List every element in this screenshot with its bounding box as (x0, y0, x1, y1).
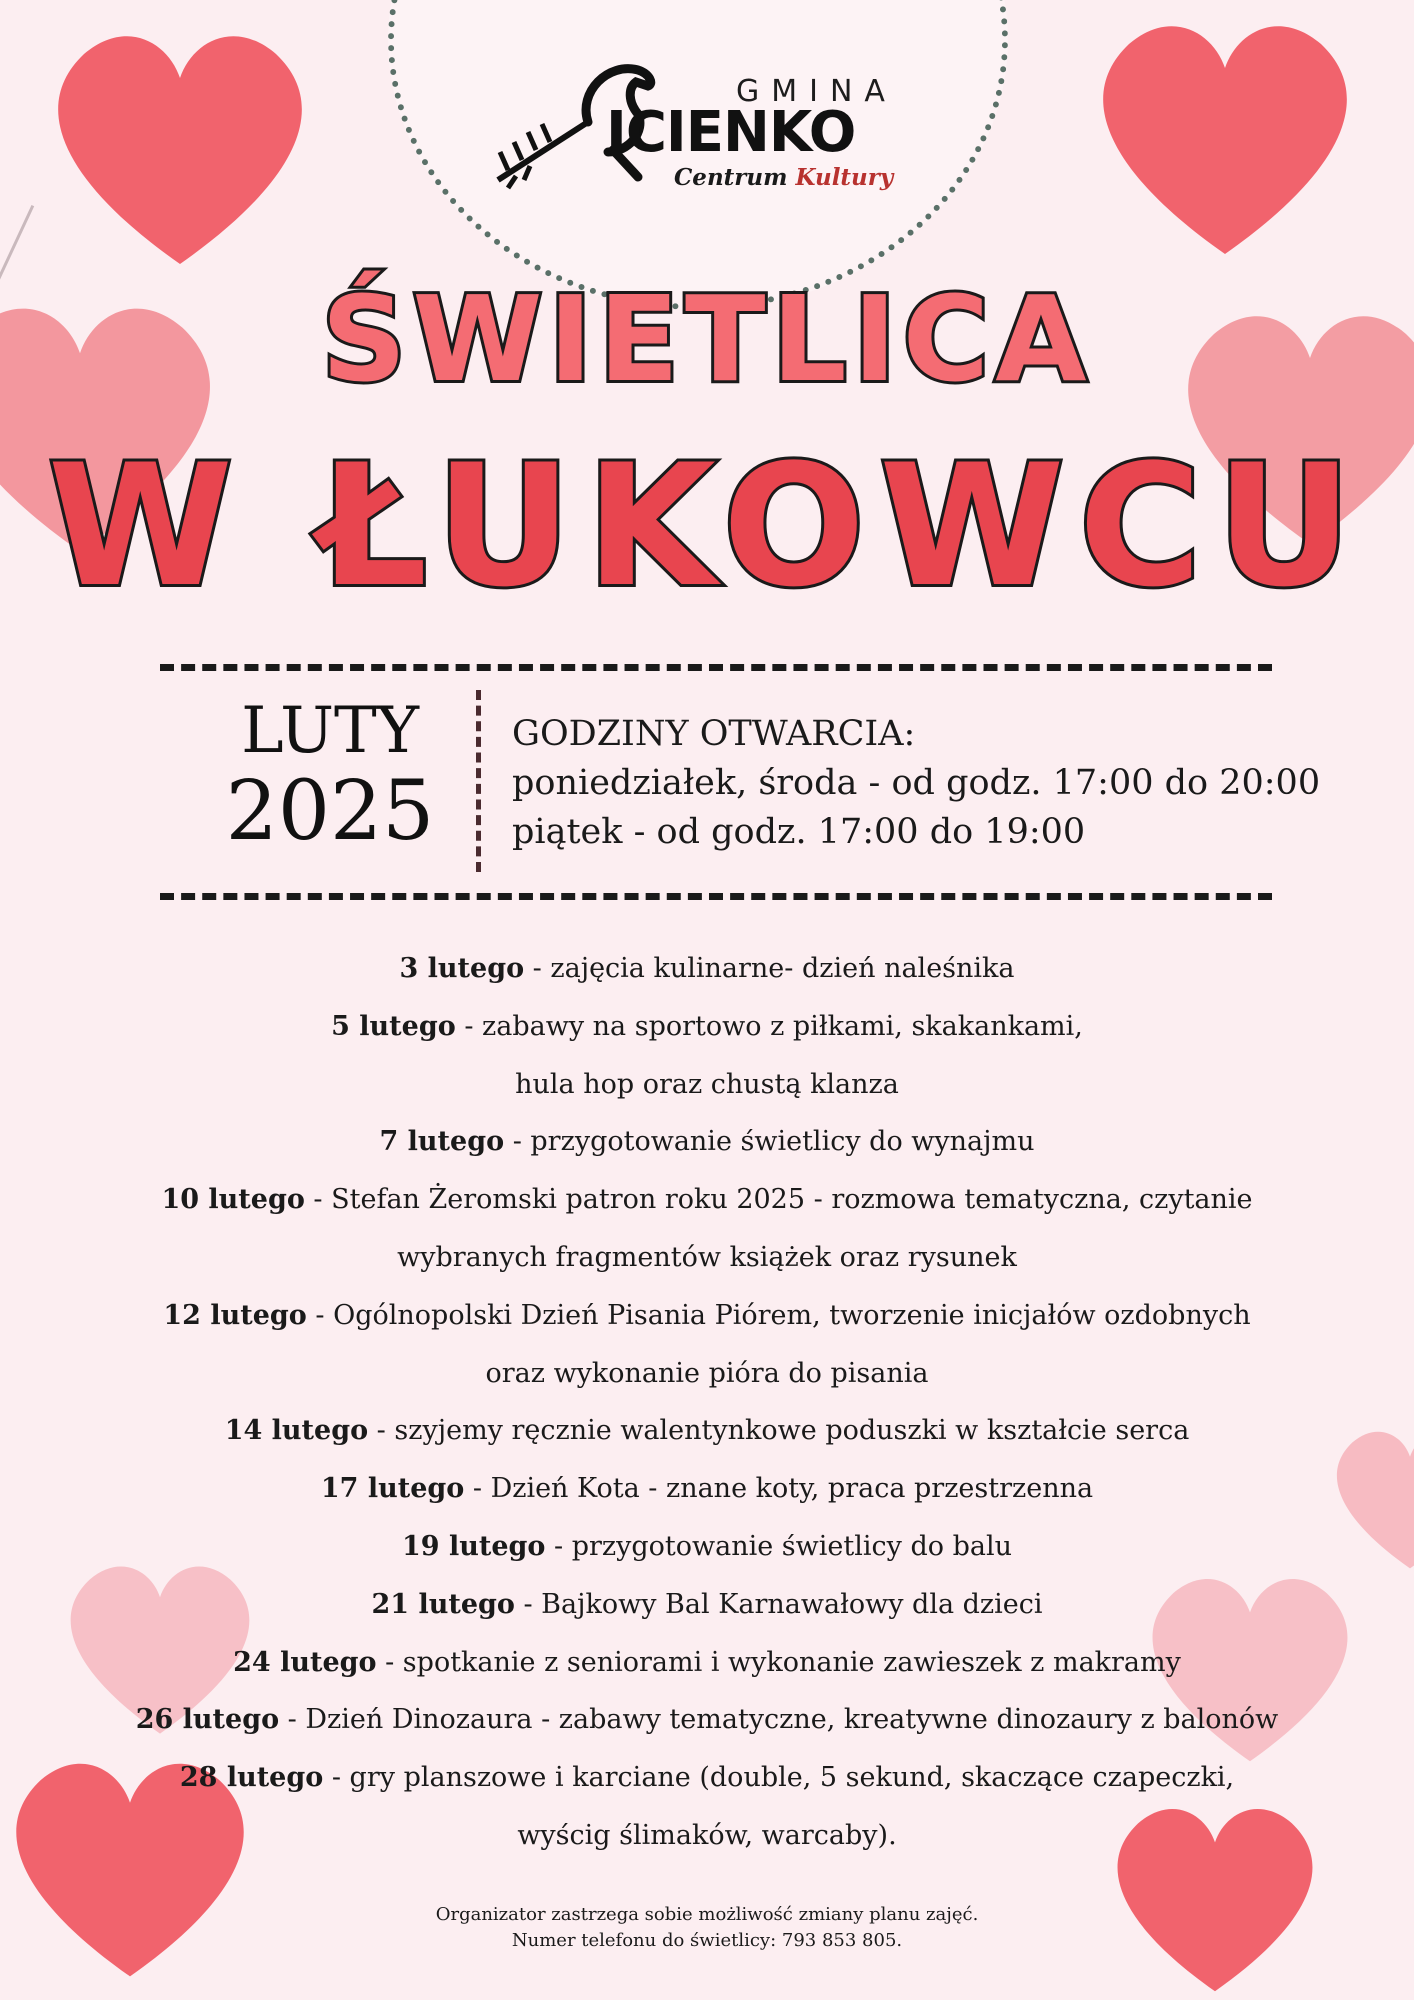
period (205, 696, 455, 858)
footer-line-1: Organizator zastrzega sobie możliwość zmiany planu zajęć. (435, 1904, 979, 1925)
schedule-item (100, 1402, 1314, 1460)
schedule-text: - Bajkowy Bal Karnawałowy dla dzieci (514, 1588, 1043, 1620)
hours-heading: GODZINY OTWARCIA: (512, 714, 916, 754)
schedule-item (100, 998, 1314, 1056)
schedule-item (100, 1634, 1314, 1692)
schedule-text: - zajęcia kulinarne- dzień naleśnika (524, 953, 1015, 984)
divider-top (160, 664, 1272, 671)
schedule-text: - gry planszowe i karciane (double, 5 sekund, skaczące czapeczki, (323, 1762, 1235, 1794)
schedule-date: 24 lutego (233, 1646, 377, 1678)
heart-balloon-icon (1060, 0, 1390, 290)
schedule-item (100, 1460, 1314, 1518)
schedule-date: 10 lutego (161, 1184, 305, 1216)
schedule-date: 7 lutego (379, 1126, 505, 1158)
footer-line-2: Numer telefonu do świetlicy: 793 853 805. (511, 1930, 903, 1951)
schedule-item (100, 940, 1314, 998)
schedule-text: - Stefan Żeromski patron roku 2025 - rozmowa tematyczna, czytanie (304, 1184, 1253, 1216)
schedule-text: - Dzień Dinozaura - zabawy tematyczne, kreatywne dinozaury z balonów (279, 1704, 1279, 1736)
logo (478, 52, 948, 202)
schedule-text: - Ogólnopolski Dzień Pisania Piórem, tworzenie inicjałów ozdobnych (306, 1299, 1251, 1331)
schedule-text: - przygotowanie świetlicy do wynajmu (504, 1126, 1035, 1158)
logo-name: ICIENKO (606, 100, 856, 165)
schedule-date: 19 lutego (402, 1530, 546, 1562)
schedule-date: 14 lutego (224, 1415, 369, 1447)
schedule-text: oraz wykonanie pióra do pisania (485, 1357, 929, 1389)
schedule-item (100, 1691, 1314, 1749)
hours-line-2: piątek - od godz. 17:00 do 19:00 (512, 812, 1086, 852)
schedule-text: wyścig ślimaków, warcaby). (517, 1819, 897, 1851)
logo-gmina: GMINA (736, 74, 897, 109)
schedule-text: wybranych fragmentów książek oraz rysunek (397, 1241, 1017, 1273)
schedule-date: 21 lutego (371, 1588, 515, 1620)
schedule-text: - przygotowanie świetlicy do balu (545, 1530, 1012, 1562)
schedule-item (100, 1345, 1314, 1403)
schedule-date: 28 lutego (179, 1762, 324, 1794)
logo-subtitle (674, 164, 893, 191)
schedule-item (100, 1171, 1314, 1229)
logo-sub-centrum: Centrum (674, 164, 788, 191)
schedule-list (100, 940, 1314, 1865)
logo-sub-kultury: Kultury (795, 164, 894, 191)
opening-hours (512, 710, 1320, 857)
schedule-item (100, 1287, 1314, 1345)
schedule-text: - Dzień Kota - znane koty, praca przestrzenna (464, 1473, 1094, 1505)
schedule-text: hula hop oraz chustą klanza (515, 1068, 899, 1100)
schedule-date: 12 lutego (163, 1299, 307, 1331)
schedule-text: - zabawy na sportowo z piłkami, skakankami, (455, 1010, 1083, 1042)
hours-line-1: poniedziałek, środa - od godz. 17:00 do 20:00 (512, 763, 1321, 803)
title-line-1: ŚWIETLICA (321, 270, 1093, 408)
schedule-item (100, 1518, 1314, 1576)
schedule-date: 17 lutego (320, 1473, 465, 1505)
schedule-item (100, 1807, 1314, 1865)
period-month: LUTY (241, 694, 419, 768)
schedule-text: - szyjemy ręcznie walentynkowe poduszki w kształcie serca (368, 1415, 1190, 1447)
heart-balloon-icon (20, 0, 340, 300)
schedule-date: 26 lutego (135, 1704, 280, 1736)
schedule-item (100, 1229, 1314, 1287)
schedule-item (100, 1749, 1314, 1807)
schedule-date: 3 lutego (399, 953, 525, 984)
footer-note (0, 1902, 1414, 1954)
schedule-item (100, 1576, 1314, 1634)
schedule-date: 5 lutego (331, 1010, 456, 1042)
schedule-text: - spotkanie z seniorami i wykonanie zawieszek z makramy (376, 1646, 1181, 1678)
title-line-2: W ŁUKOWCU (47, 428, 1367, 624)
schedule-item (100, 1113, 1314, 1171)
divider-bottom (160, 893, 1272, 900)
period-year: 2025 (225, 764, 435, 859)
divider-vertical (476, 690, 481, 872)
schedule-item (100, 1056, 1314, 1114)
